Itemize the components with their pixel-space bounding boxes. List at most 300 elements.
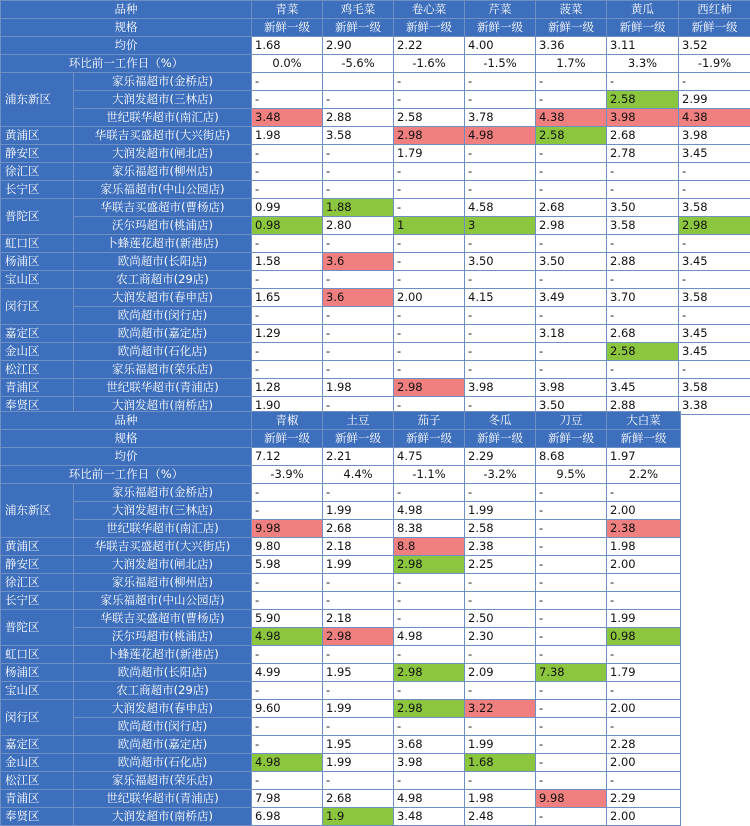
price-cell: -	[394, 772, 465, 790]
header-product-label: 品种	[1, 412, 252, 430]
price-cell: -	[465, 271, 536, 289]
average-value: 8.68	[536, 448, 607, 466]
average-value: 1.68	[252, 37, 323, 55]
change-value: -1.6%	[394, 55, 465, 73]
table-row	[1, 502, 681, 520]
price-cell: 4.38	[536, 109, 607, 127]
price-cell: 3.50	[536, 253, 607, 271]
district-name: 奉贤区	[1, 397, 74, 415]
store-name: 世纪联华超市(青浦店)	[74, 379, 252, 397]
price-cell: 1.98	[465, 790, 536, 808]
price-cell: 3.58	[679, 199, 750, 217]
price-cell: -	[323, 592, 394, 610]
price-cell: 4.98	[252, 754, 323, 772]
price-cell: 2.98	[394, 700, 465, 718]
price-cell: 2.68	[323, 520, 394, 538]
district-name: 金山区	[1, 343, 74, 361]
price-cell: -	[465, 73, 536, 91]
price-cell: -	[323, 484, 394, 502]
price-cell: 2.88	[323, 109, 394, 127]
average-value: 2.22	[394, 37, 465, 55]
price-cell: -	[536, 145, 607, 163]
price-cell: -	[394, 271, 465, 289]
product-name: 大白菜	[607, 412, 681, 430]
price-cell: 9.98	[536, 790, 607, 808]
product-name: 土豆	[323, 412, 394, 430]
price-cell: -	[607, 646, 681, 664]
price-cell: 7.98	[252, 790, 323, 808]
price-cell: 1.79	[607, 664, 681, 682]
price-cell: -	[394, 91, 465, 109]
price-cell: -	[394, 682, 465, 700]
price-cell: 2.00	[607, 808, 681, 826]
price-cell: -	[323, 307, 394, 325]
price-cell: 3.98	[679, 127, 750, 145]
change-row	[1, 55, 750, 73]
product-spec: 新鲜一级	[536, 19, 607, 37]
product-name: 菠菜	[536, 1, 607, 19]
price-cell: 3.38	[679, 397, 750, 415]
price-cell: 2.58	[394, 109, 465, 127]
table-row	[1, 610, 681, 628]
district-name: 松江区	[1, 772, 74, 790]
average-value: 1.97	[607, 448, 681, 466]
header-spec-row	[1, 430, 681, 448]
price-cell: 3.98	[536, 379, 607, 397]
price-cell: 1.99	[323, 754, 394, 772]
price-cell: -	[607, 271, 679, 289]
price-cell: 2.09	[465, 664, 536, 682]
price-cell: 4.98	[394, 790, 465, 808]
price-cell: 1.95	[323, 736, 394, 754]
price-cell: -	[394, 343, 465, 361]
price-cell: -	[536, 736, 607, 754]
price-cell: 1.88	[323, 199, 394, 217]
change-value: 0.0%	[252, 55, 323, 73]
average-value: 2.29	[465, 448, 536, 466]
price-cell: 5.98	[252, 556, 323, 574]
price-cell: -	[323, 271, 394, 289]
price-cell: -	[323, 325, 394, 343]
price-cell: 1.99	[607, 610, 681, 628]
price-cell: 1.98	[323, 379, 394, 397]
product-name: 冬瓜	[465, 412, 536, 430]
price-cell: -	[465, 592, 536, 610]
price-cell: -	[394, 574, 465, 592]
price-cell: 2.50	[465, 610, 536, 628]
change-value: 3.3%	[607, 55, 679, 73]
store-name: 欧尚超市(石化店)	[74, 754, 252, 772]
price-cell: 2.68	[536, 199, 607, 217]
price-cell: 2.68	[607, 127, 679, 145]
price-cell: 2.58	[465, 520, 536, 538]
price-cell: -	[465, 397, 536, 415]
price-cell: -	[323, 343, 394, 361]
price-cell: -	[323, 646, 394, 664]
product-spec: 新鲜一级	[679, 19, 750, 37]
price-cell: -	[252, 736, 323, 754]
price-cell: -	[394, 181, 465, 199]
price-cell	[323, 73, 394, 91]
price-cell: 1.98	[252, 127, 323, 145]
average-value: 4.00	[465, 37, 536, 55]
store-name: 沃尔玛超市(桃浦店)	[74, 217, 252, 235]
price-cell: 3.22	[465, 700, 536, 718]
price-cell: -	[252, 502, 323, 520]
price-cell: 4.98	[394, 502, 465, 520]
price-cell: -	[465, 484, 536, 502]
table-row	[1, 145, 750, 163]
price-cell: -	[465, 343, 536, 361]
price-cell: 2.58	[607, 343, 679, 361]
product-spec: 新鲜一级	[465, 430, 536, 448]
price-cell: 3.6	[323, 253, 394, 271]
price-cell: 9.80	[252, 538, 323, 556]
price-cell: -	[323, 235, 394, 253]
price-cell: 1.68	[465, 754, 536, 772]
table-row	[1, 217, 750, 235]
store-name: 大润发超市(南桥店)	[74, 397, 252, 415]
price-cell: -	[252, 718, 323, 736]
district-name: 静安区	[1, 145, 74, 163]
price-cell: -	[536, 772, 607, 790]
price-cell: -	[252, 91, 323, 109]
store-name: 大润发超市(三林店)	[74, 91, 252, 109]
price-cell: -	[252, 682, 323, 700]
price-cell: 1.99	[465, 502, 536, 520]
price-cell: -	[252, 343, 323, 361]
header-spec-row	[1, 19, 750, 37]
table-row	[1, 520, 681, 538]
table-row	[1, 271, 750, 289]
price-cell: -	[465, 181, 536, 199]
product-name: 青椒	[252, 412, 323, 430]
district-name: 黄浦区	[1, 538, 74, 556]
price-cell: 1.9	[323, 808, 394, 826]
price-cell: 8.38	[394, 520, 465, 538]
price-cell: -	[323, 163, 394, 181]
district-name: 杨浦区	[1, 253, 74, 271]
price-cell: -	[607, 73, 679, 91]
price-cell: -	[394, 325, 465, 343]
district-name: 虹口区	[1, 235, 74, 253]
product-name: 卷心菜	[394, 1, 465, 19]
price-cell: 2.18	[323, 538, 394, 556]
district-name: 长宁区	[1, 592, 74, 610]
price-cell: -	[536, 361, 607, 379]
price-cell: 4.98	[465, 127, 536, 145]
district-name: 长宁区	[1, 181, 74, 199]
price-cell: -	[607, 574, 681, 592]
change-value: 2.2%	[607, 466, 681, 484]
price-cell: -	[394, 592, 465, 610]
price-cell: -	[465, 145, 536, 163]
price-cell: -	[394, 718, 465, 736]
store-name: 大润发超市(三林店)	[74, 502, 252, 520]
price-cell: 9.98	[252, 520, 323, 538]
store-name: 家乐福超市(金桥店)	[74, 73, 252, 91]
price-cell: 1.99	[323, 700, 394, 718]
price-cell: 2.58	[607, 91, 679, 109]
price-cell: -	[536, 163, 607, 181]
price-cell: 4.98	[394, 628, 465, 646]
price-cell: 3.68	[394, 736, 465, 754]
price-cell: -	[536, 628, 607, 646]
price-cell: 2.98	[394, 379, 465, 397]
price-cell: -	[323, 718, 394, 736]
product-spec: 新鲜一级	[252, 430, 323, 448]
price-cell: -	[536, 682, 607, 700]
price-cell: 3.45	[679, 145, 750, 163]
price-cell: -	[465, 307, 536, 325]
product-name: 鸡毛菜	[323, 1, 394, 19]
store-name: 农工商超市(29店)	[74, 682, 252, 700]
store-name: 欧尚超市(闵行店)	[74, 307, 252, 325]
price-cell: -	[465, 361, 536, 379]
price-cell: 3.48	[252, 109, 323, 127]
price-cell: -	[607, 772, 681, 790]
price-cell: -	[394, 361, 465, 379]
average-value: 3.36	[536, 37, 607, 55]
district-name: 青浦区	[1, 790, 74, 808]
store-name: 家乐福超市(荣乐店)	[74, 772, 252, 790]
product-name: 青菜	[252, 1, 323, 19]
district-name: 闵行区	[1, 700, 74, 736]
price-cell: 3.48	[394, 808, 465, 826]
price-cell: -	[536, 610, 607, 628]
average-label: 均价	[1, 448, 252, 466]
district-name: 徐汇区	[1, 163, 74, 181]
change-value: 4.4%	[323, 466, 394, 484]
change-value: -5.6%	[323, 55, 394, 73]
table-row	[1, 484, 681, 502]
district-name: 闵行区	[1, 289, 74, 325]
district-name: 松江区	[1, 361, 74, 379]
price-cell: -	[679, 181, 750, 199]
price-cell: 2.38	[465, 538, 536, 556]
price-cell: -	[465, 772, 536, 790]
price-cell: -	[394, 253, 465, 271]
product-name: 黄瓜	[607, 1, 679, 19]
price-cell: 1.58	[252, 253, 323, 271]
store-name: 世纪联华超市(青浦店)	[74, 790, 252, 808]
price-cell: 4.98	[252, 628, 323, 646]
price-cell: -	[252, 145, 323, 163]
price-cell: -	[607, 307, 679, 325]
price-cell: -	[536, 538, 607, 556]
table-row	[1, 736, 681, 754]
price-cell: -	[394, 484, 465, 502]
price-cell: 2.18	[323, 610, 394, 628]
price-cell: 2.29	[607, 790, 681, 808]
store-name: 卜蜂莲花超市(新港店)	[74, 646, 252, 664]
price-cell: -	[607, 718, 681, 736]
district-name: 浦东新区	[1, 73, 74, 127]
price-cell: 3.6	[323, 289, 394, 307]
price-cell: -	[679, 361, 750, 379]
table-row	[1, 91, 750, 109]
table-row	[1, 343, 750, 361]
change-value: -3.2%	[465, 466, 536, 484]
header-spec-label: 规格	[1, 430, 252, 448]
price-cell: -	[252, 271, 323, 289]
table-row	[1, 808, 681, 826]
price-cell: 4.99	[252, 664, 323, 682]
store-name: 家乐福超市(荣乐店)	[74, 361, 252, 379]
store-name: 欧尚超市(嘉定店)	[74, 736, 252, 754]
table-row	[1, 574, 681, 592]
average-row	[1, 37, 750, 55]
price-cell: -	[679, 235, 750, 253]
table-row	[1, 754, 681, 772]
price-cell: -	[252, 574, 323, 592]
price-cell: 2.98	[394, 127, 465, 145]
price-cell: 4.58	[465, 199, 536, 217]
price-cell: -	[536, 754, 607, 772]
price-cell: 1.99	[323, 502, 394, 520]
store-name: 华联吉买盛超市(曹杨店)	[74, 199, 252, 217]
price-cell: -	[323, 574, 394, 592]
price-cell: 2.98	[536, 217, 607, 235]
price-cell: 3.18	[536, 325, 607, 343]
price-cell: 3.98	[394, 754, 465, 772]
price-cell: -	[536, 592, 607, 610]
average-value: 7.12	[252, 448, 323, 466]
price-cell: 3.98	[465, 379, 536, 397]
district-name: 普陀区	[1, 610, 74, 646]
price-table-2	[0, 411, 681, 826]
price-cell: -	[679, 271, 750, 289]
price-cell: -	[607, 682, 681, 700]
price-cell: -	[323, 397, 394, 415]
price-cell: 0.98	[607, 628, 681, 646]
price-cell: 2.48	[465, 808, 536, 826]
price-cell: 3.50	[536, 397, 607, 415]
price-cell: 2.00	[607, 754, 681, 772]
price-cell: -	[465, 646, 536, 664]
price-cell: 1.99	[323, 556, 394, 574]
price-cell: 2.00	[607, 502, 681, 520]
price-cell: -	[536, 556, 607, 574]
store-name: 卜蜂莲花超市(新港店)	[74, 235, 252, 253]
price-cell: -	[679, 163, 750, 181]
price-cell: 3.58	[679, 379, 750, 397]
district-name: 浦东新区	[1, 484, 74, 538]
price-cell: 0.99	[252, 199, 323, 217]
average-value: 2.21	[323, 448, 394, 466]
district-name: 嘉定区	[1, 325, 74, 343]
price-cell: 2.38	[607, 520, 681, 538]
product-spec: 新鲜一级	[394, 430, 465, 448]
table-row	[1, 307, 750, 325]
district-name: 普陀区	[1, 199, 74, 235]
price-cell: 2.58	[536, 127, 607, 145]
district-name: 静安区	[1, 556, 74, 574]
price-cell: 1.90	[252, 397, 323, 415]
price-cell: -	[536, 271, 607, 289]
price-cell: 4.15	[465, 289, 536, 307]
price-cell: 3.50	[607, 199, 679, 217]
price-cell: 2.00	[607, 556, 681, 574]
table-row	[1, 790, 681, 808]
district-name: 青浦区	[1, 379, 74, 397]
product-spec: 新鲜一级	[607, 430, 681, 448]
average-label: 均价	[1, 37, 252, 55]
table-row	[1, 325, 750, 343]
price-cell: -	[536, 343, 607, 361]
price-cell: -	[252, 307, 323, 325]
average-value: 2.90	[323, 37, 394, 55]
price-cell: 2.78	[607, 145, 679, 163]
table-row	[1, 181, 750, 199]
price-cell: 3.98	[607, 109, 679, 127]
store-name: 华联吉买盛超市(大兴街店)	[74, 538, 252, 556]
price-cell: 3.49	[536, 289, 607, 307]
table-row	[1, 700, 681, 718]
price-cell: -	[679, 307, 750, 325]
price-cell: -	[394, 235, 465, 253]
district-name: 嘉定区	[1, 736, 74, 754]
price-cell: -	[252, 181, 323, 199]
store-name: 欧尚超市(长阳店)	[74, 664, 252, 682]
price-cell: -	[536, 574, 607, 592]
price-cell: -	[607, 235, 679, 253]
table-row	[1, 772, 681, 790]
average-value: 3.52	[679, 37, 750, 55]
price-cell: 8.8	[394, 538, 465, 556]
price-cell: 2.25	[465, 556, 536, 574]
price-cell: -	[465, 682, 536, 700]
store-name: 家乐福超市(中山公园店)	[74, 181, 252, 199]
store-name: 欧尚超市(嘉定店)	[74, 325, 252, 343]
change-row	[1, 466, 681, 484]
price-cell: -	[536, 520, 607, 538]
store-name: 大润发超市(南桥店)	[74, 808, 252, 826]
store-name: 欧尚超市(闵行店)	[74, 718, 252, 736]
price-cell: 2.99	[679, 91, 750, 109]
product-spec: 新鲜一级	[394, 19, 465, 37]
district-name: 宝山区	[1, 682, 74, 700]
store-name: 世纪联华超市(南汇店)	[74, 520, 252, 538]
price-cell: 3.58	[679, 289, 750, 307]
price-cell: 9.60	[252, 700, 323, 718]
header-product-label: 品种	[1, 1, 252, 19]
table-row	[1, 127, 750, 145]
price-cell: 1	[394, 217, 465, 235]
price-cell: -	[536, 718, 607, 736]
store-name: 欧尚超市(石化店)	[74, 343, 252, 361]
product-spec: 新鲜一级	[465, 19, 536, 37]
average-value: 4.75	[394, 448, 465, 466]
price-cell: 2.98	[394, 664, 465, 682]
price-cell: 3.70	[607, 289, 679, 307]
price-cell: 6.98	[252, 808, 323, 826]
store-name: 欧尚超市(长阳店)	[74, 253, 252, 271]
price-cell: 3.45	[607, 379, 679, 397]
price-cell: 2.00	[607, 700, 681, 718]
product-spec: 新鲜一级	[323, 430, 394, 448]
price-cell: 1.65	[252, 289, 323, 307]
price-cell: -	[465, 574, 536, 592]
price-cell: -	[323, 682, 394, 700]
product-spec: 新鲜一级	[536, 430, 607, 448]
table-row	[1, 73, 750, 91]
table-row	[1, 628, 681, 646]
price-cell: -	[323, 91, 394, 109]
change-value: -1.1%	[394, 466, 465, 484]
store-name: 家乐福超市(金桥店)	[74, 484, 252, 502]
price-cell: 4.38	[679, 109, 750, 127]
